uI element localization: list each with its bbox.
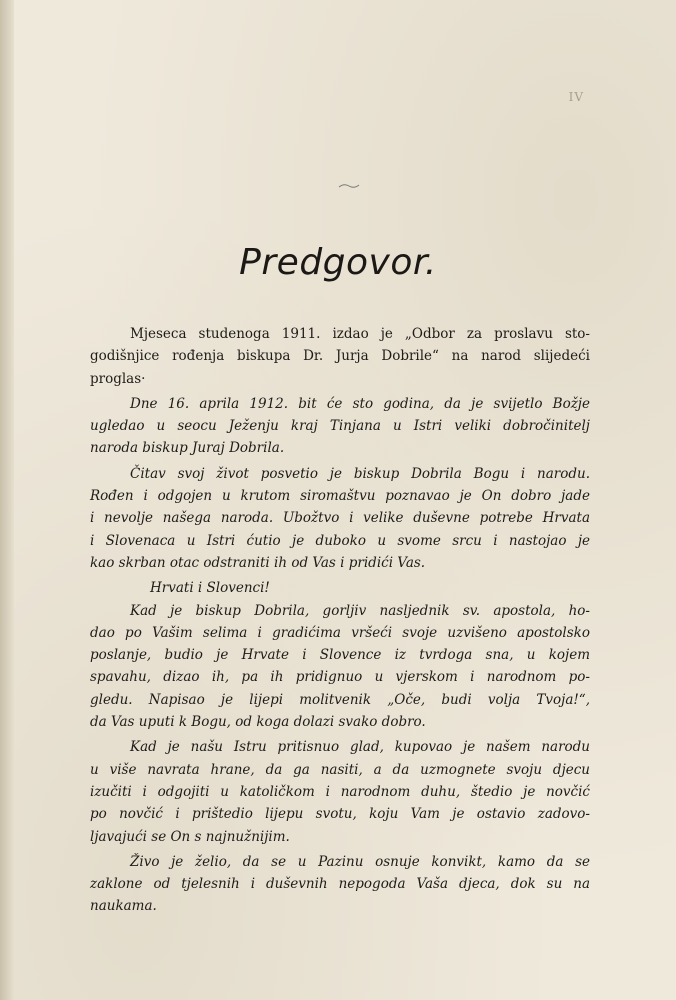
text-line: Dne 16. aprila 1912. bit će sto godina, da je svijetlo Božje xyxy=(130,395,590,412)
text-line: izučiti i odgojiti u katoličkom i narodnom duhu, štedio je novčić xyxy=(90,783,590,800)
text-line: Mjeseca studenoga 1911. izdao je „Odbor za proslavu sto- xyxy=(130,326,590,342)
proclamation-paragraph xyxy=(90,736,590,847)
text-line: zaklone od tjelesnih i duševnih nepogoda Vaša djeca, dok su na xyxy=(90,876,590,893)
text-line: ugledao u seocu Ježenju kraj Tinjana u Istri veliki dobročinitelj xyxy=(90,418,590,435)
text-line: i nevolje našega naroda. Ubožtvo i velike duševne potrebe Hrvata xyxy=(90,510,590,527)
page-number: IV xyxy=(568,90,584,104)
proclamation-paragraph xyxy=(90,463,590,574)
text-line: Kad je našu Istru pritisnuo glad, kupovao je našem narodu xyxy=(130,739,590,756)
text-line: u više navrata hrane, da ga nasiti, a da uzmognete svoju djecu xyxy=(90,761,590,778)
salutation xyxy=(90,577,590,599)
document-body xyxy=(90,323,590,918)
text-line: naukama. xyxy=(90,898,157,915)
proclamation-paragraph xyxy=(90,600,590,734)
text-line: Hrvati i Slovenci! xyxy=(150,580,270,597)
text-line: spavahu, dizao ih, pa ih pridignuo u vjerskom i narodnom po- xyxy=(90,669,590,686)
page-title: Predgovor. xyxy=(239,242,437,283)
text-line: godišnjice rođenja biskupa Dr. Jurja Dobrile“ na narod slijedeći xyxy=(90,348,590,365)
text-line: gledu. Napisao je lijepi molitvenik „Oče, budi volja Tvoja!“, xyxy=(90,691,590,708)
page-binding-edge xyxy=(0,0,14,1000)
proclamation-paragraph xyxy=(90,393,590,460)
text-line: poslanje, budio je Hrvate i Slovence iz tvrdoga sna, u kojem xyxy=(90,647,590,664)
text-line: Kad je biskup Dobrila, gorljiv nasljednik sv. apostola, ho- xyxy=(130,602,590,619)
text-line: Čitav svoj život posvetio je biskup Dobrila Bogu i narodu. xyxy=(130,465,590,482)
text-line: proglas· xyxy=(90,370,146,387)
intro-paragraph xyxy=(90,323,590,390)
text-line: kao skrban otac odstraniti ih od Vas i pridići Vas. xyxy=(90,554,426,571)
text-line: Živo je želio, da se u Pazinu osnuje konvikt, kamo da se xyxy=(130,853,590,870)
text-line: po novčić i prištedio lijepu svotu, koju Vam je ostavio zadovo- xyxy=(90,806,590,823)
text-line: da Vas uputi k Bogu, od koga dolazi svako dobro. xyxy=(90,714,426,731)
text-line: i Slovenaca u Istri ćutio je duboko u svome srcu i nastojao je xyxy=(90,532,590,549)
text-line: Rođen i odgojen u krutom siromaštvu poznavao je On dobro jade xyxy=(90,488,590,505)
text-line: dao po Vašim selima i gradićima vršeći svoje uzvišeno apostolsko xyxy=(90,624,590,641)
text-line: naroda biskup Juraj Dobrila. xyxy=(90,440,285,457)
proclamation-paragraph xyxy=(90,851,590,918)
ornament-mark xyxy=(338,180,360,194)
text-line: ljavajući se On s najnužnijim. xyxy=(90,828,290,845)
